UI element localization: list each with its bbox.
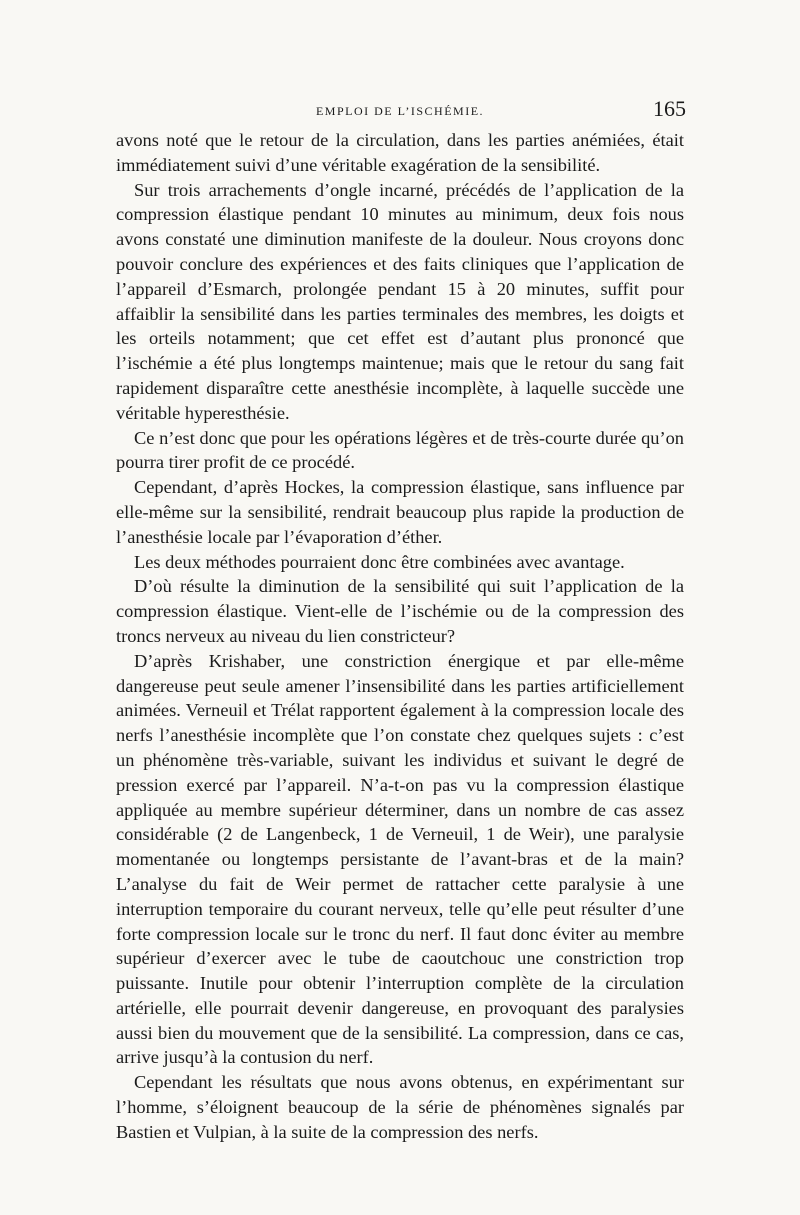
running-title: EMPLOI DE L’ISCHÉMIE.: [315, 104, 485, 118]
paragraph: Ce n’est donc que pour les opérations légères et de très-courte durée qu’on pourra tirer profit de ce procédé.: [116, 427, 684, 473]
paragraph: Cependant, d’après Hockes, la compression élastique, sans influence par elle-même sur la sensibilité, rendrait beaucoup plus rapide la production de l’anesthésie locale par l’évaporation d’éther.: [116, 477, 684, 547]
paragraph: Les deux méthodes pourraient donc être combinées avec avantage.: [134, 551, 625, 572]
page-number: 165: [653, 96, 686, 121]
paragraph-continued: avons noté que le retour de la circulation, dans les parties anémiées, était immédiatement suivi d’une véritable exagération de la sensibilité.: [116, 130, 684, 175]
paragraph: Sur trois arrachements d’ongle incarné, précédés de l’application de la compression élastique pendant 10 minutes au minimum, deux fois nous avons constaté une diminution manifeste de la douleur. Nous croyons donc pouvoir conclure des expériences et des faits cliniques que l’application de l’appareil d’Esmarch, prolongée pendant 15 à 20 minutes, suffit pour affaiblir la sensibilité dans les parties terminales des membres, les doigts et les orteils notamment; que cet effet est d’autant plus prononcé que l’ischémie a été plus longtemps maintenue; mais que le retour du sang fait rapidement disparaître cette anesthésie incomplète, à laquelle succède une véritable hyperesthésie.: [116, 179, 684, 423]
paragraph: D’après Krishaber, une constriction énergique et par elle-même dangereuse peut seule amener l’insensibilité dans les parties artificiellement animées. Verneuil et Trélat rapportent également à la compression locale des nerfs l’anesthésie incomplète que l’on constate chez quelques sujets : c’est un phénomène très-variable, suivant les individus et suivant le degré de pression exercé par l’appareil. N’a-t-on pas vu la compression élastique appliquée au membre supérieur déterminer, dans un nombre de cas assez considérable (2 de Langenbeck, 1 de Verneuil, 1 de Weir), une paralysie momentanée ou longtemps persistante de l’avant-bras et de la main? L’analyse du fait de Weir permet de rattacher cette paralysie à une interruption temporaire du courant nerveux, telle qu’elle peut résulter d’une forte compression locale sur le tronc du nerf. Il faut donc éviter au membre supérieur d’exercer avec le tube de caoutchouc une constriction trop puissante. Inutile pour obtenir l’interruption complète de la circulation artérielle, elle pourrait devenir dangereuse, en provoquant des paralysies aussi bien du mouvement que de la sensibilité. La compression, dans ce cas, arrive jusqu’à la contusion du nerf.: [116, 650, 684, 1068]
paragraph: Cependant les résultats que nous avons obtenus, en expérimentant sur l’homme, s’éloignent beaucoup de la série de phénomènes signalés par Bastien et Vulpian, à la suite de la compression des nerfs.: [116, 1072, 684, 1142]
paragraph: D’où résulte la diminution de la sensibilité qui suit l’application de la compression élastique. Vient-elle de l’ischémie ou de la compression des troncs nerveux au niveau du lien constricteur?: [116, 576, 684, 646]
body-text: [116, 128, 684, 1145]
running-head: [116, 98, 684, 124]
book-page: [116, 98, 684, 1145]
